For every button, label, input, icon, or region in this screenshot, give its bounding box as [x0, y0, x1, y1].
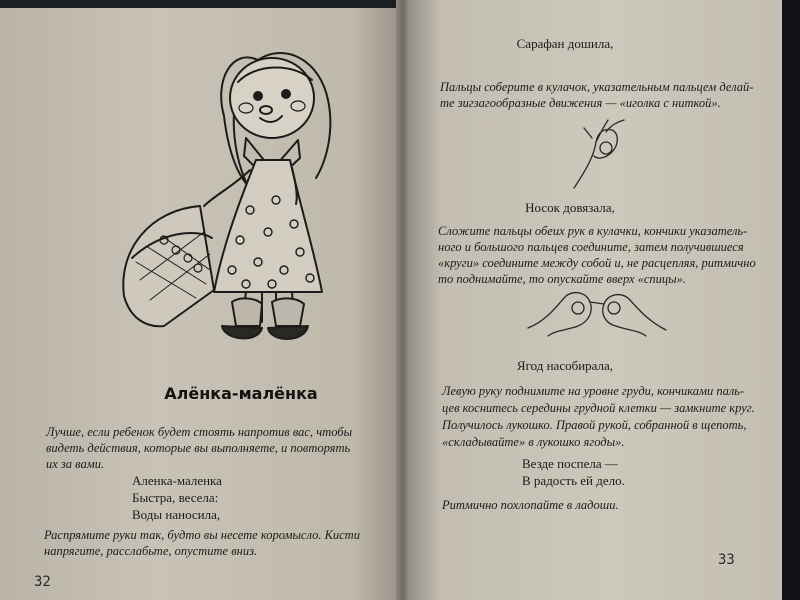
section2-text-line-1: Сложите пальцы обеих рук в кулачки, кончики указатель-: [438, 224, 748, 238]
section2-text-line-4: то поднимайте, то опускайте вверх «спицы».: [438, 272, 687, 286]
intro-line-1: Лучше, если ребенок будет стоять напротив вас, чтобы: [46, 425, 353, 439]
section3-text-line-3: Получилось лукошко. Правой рукой, собранной в щепоть,: [442, 418, 747, 432]
section2-heading: Носок довязала,: [525, 200, 615, 215]
section3-text-line-2: цев коснитесь середины грудной клетки — замкните круг.: [442, 401, 755, 415]
section1-text-line-2: те зигзагообразные движения — «иголка с ниткой».: [440, 96, 721, 110]
final-instruction: Ритмично похлопайте в ладоши.: [442, 498, 619, 512]
section3-text-line-4: «складывайте» в лукошко ягоды».: [442, 435, 625, 449]
instruction-line-1: Распрямите руки так, будто вы несете коромысло. Кисти: [44, 528, 360, 542]
section2-text-line-3: «круги» соедините между собой и, не расцепляя, ритмично: [438, 256, 756, 270]
page-title: Алёнка-малёнка: [164, 384, 318, 403]
instruction-line-2: напрягите, расслабьте, опустите вниз.: [44, 544, 258, 558]
page-number-right: 33: [718, 552, 735, 568]
section2-text-line-2: ного и большого пальцев соедините, затем получившиеся: [438, 240, 744, 254]
page-number-left: 32: [34, 574, 51, 590]
intro-line-3: их за вами.: [46, 457, 105, 471]
right-poem-line-2: В радость ей дело.: [522, 473, 625, 488]
section3-heading: Ягод насобирала,: [516, 358, 614, 373]
poem-line-3: Воды наносила,: [132, 507, 221, 522]
section1-heading: Сарафан дошила,: [516, 36, 614, 51]
section1-text-line-1: Пальцы соберите в кулачок, указательным пальцем делай-: [440, 80, 754, 94]
section3-text-line-1: Левую руку поднимите на уровне груди, кончиками паль-: [442, 384, 745, 398]
right-poem-line-1: Везде поспела —: [522, 456, 618, 471]
intro-line-2: видеть действия, которые вы выполняете, и повторять: [46, 441, 351, 455]
poem-line-2: Быстра, весела:: [132, 490, 219, 505]
poem-line-1: Аленка-маленка: [132, 473, 222, 488]
